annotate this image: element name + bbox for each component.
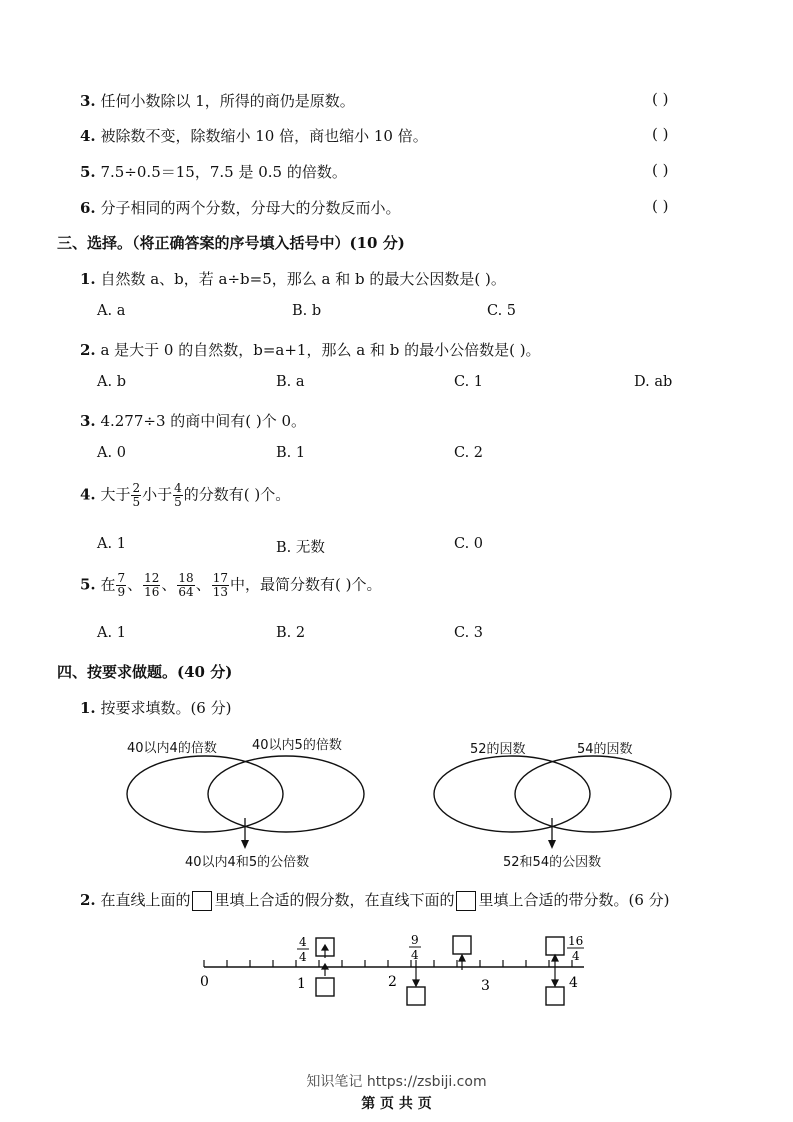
arrow-head — [459, 955, 465, 961]
denominator: 4 — [299, 950, 307, 964]
arrow-head — [552, 955, 558, 961]
venn-left-label-bottom: 40以内4和5的公倍数 — [185, 855, 310, 870]
answer-paren[interactable]: ( ) — [652, 90, 669, 108]
option-c[interactable]: C. 2 — [454, 445, 484, 461]
denominator: 5 — [132, 495, 141, 509]
section4-title: 四、按要求做题。(40 分) — [57, 663, 233, 681]
tick-label-3: 3 — [481, 978, 490, 994]
item-number: 3. — [80, 92, 96, 110]
text-part: 里填上合适的带分数。(6 分) — [478, 891, 670, 909]
text-part: 小于 — [142, 485, 173, 504]
numerator: 2 — [132, 481, 141, 495]
option-b[interactable]: B. b — [292, 303, 322, 319]
option-c[interactable]: C. 3 — [454, 625, 484, 641]
text-part: 里填上合适的假分数，在直线下面的 — [214, 891, 455, 909]
answer-box-icon[interactable] — [407, 987, 425, 1005]
answer-box-icon[interactable] — [546, 987, 564, 1005]
option-b[interactable]: B. 无数 — [276, 540, 325, 556]
text-part: 的分数有( )个。 — [183, 485, 291, 504]
venn-right-label-bottom: 52和54的公因数 — [503, 855, 602, 870]
option-c[interactable]: C. 0 — [454, 536, 484, 552]
item-number: 1. — [80, 699, 96, 717]
numerator: 7 — [117, 571, 126, 585]
arrow-head — [413, 980, 419, 986]
tick-label-2: 2 — [388, 974, 397, 990]
answer-box-icon[interactable] — [316, 978, 334, 996]
tick-label-0: 0 — [200, 974, 209, 990]
option-a[interactable]: A. 0 — [97, 445, 126, 461]
item-number: 2. — [80, 341, 96, 359]
option-a[interactable]: A. b — [97, 374, 126, 390]
item-number: 3. — [80, 412, 96, 430]
venn-right-label-left: 52的因数 — [470, 742, 526, 757]
numerator: 17 — [212, 571, 228, 585]
fraction-9-4 — [409, 933, 421, 962]
option-c[interactable]: C. 1 — [454, 374, 484, 390]
numerator: 9 — [411, 933, 419, 947]
option-a[interactable]: A. a — [97, 303, 126, 319]
answer-box-icon[interactable] — [453, 936, 471, 954]
item-text: 7.5÷0.5＝15，7.5 是 0.5 的倍数。 — [100, 163, 347, 181]
text-part: 大于 — [100, 485, 131, 504]
denominator: 13 — [212, 585, 228, 599]
text-part: 在 — [100, 575, 116, 594]
item-text: a 是大于 0 的自然数，b=a+1，那么 a 和 b 的最小公倍数是( )。 — [100, 341, 541, 359]
denominator: 9 — [117, 585, 126, 599]
numerator: 12 — [144, 571, 160, 585]
answer-paren[interactable]: ( ) — [652, 161, 669, 179]
ticks — [204, 960, 572, 967]
arrows — [322, 945, 558, 986]
separator: 、 — [195, 575, 211, 594]
venn-left-label-right: 40以内5的倍数 — [252, 738, 342, 753]
item-number: 1. — [80, 270, 96, 288]
option-a[interactable]: A. 1 — [97, 536, 126, 552]
venn-left-label-left: 40以内4的倍数 — [127, 741, 217, 756]
answer-paren[interactable]: ( ) — [652, 125, 669, 143]
item-number: 5. — [80, 575, 96, 594]
denominator: 16 — [144, 585, 160, 599]
arrow-head — [322, 964, 328, 969]
item-text: 任何小数除以 1，所得的商仍是原数。 — [100, 92, 355, 110]
item-number: 5. — [80, 163, 96, 181]
numerator: 16 — [568, 934, 584, 948]
item-text: 自然数 a、b，若 a÷b=5，那么 a 和 b 的最大公因数是( )。 — [100, 270, 506, 288]
text-part: 中，最简分数有( )个。 — [230, 575, 382, 594]
answer-boxes — [316, 936, 564, 1005]
page-number: 第 页 共 页 — [361, 1096, 432, 1112]
option-d[interactable]: D. ab — [634, 374, 673, 390]
item-number: 4. — [80, 127, 96, 145]
item-text: 4.277÷3 的商中间有( )个 0。 — [100, 412, 307, 430]
arrow-head — [322, 945, 328, 950]
numerator: 4 — [299, 935, 307, 949]
item-text: 按要求填数。(6 分) — [100, 699, 232, 717]
numerator: 18 — [178, 571, 194, 585]
denominator: 5 — [174, 495, 182, 509]
fraction-4-4 — [297, 935, 309, 964]
separator: 、 — [161, 575, 177, 594]
answer-paren[interactable]: ( ) — [652, 197, 669, 215]
numerator: 4 — [174, 481, 182, 495]
item-number: 4. — [80, 485, 96, 504]
option-a[interactable]: A. 1 — [97, 625, 126, 641]
denominator: 4 — [572, 949, 580, 963]
tick-label-1: 1 — [297, 976, 306, 992]
item-number: 6. — [80, 199, 96, 217]
item-text: 分子相同的两个分数，分母大的分数反而小。 — [100, 199, 401, 217]
venn-right-label-right: 54的因数 — [577, 742, 633, 757]
footer-site: 知识笔记 https://zsbiji.com — [306, 1074, 487, 1090]
arrow-head — [552, 980, 558, 986]
section3-title: 三、选择。（将正确答案的序号填入括号中）(10 分) — [57, 234, 405, 252]
fraction-16-4 — [567, 934, 584, 963]
denominator: 4 — [411, 948, 419, 962]
item-text: 被除数不变，除数缩小 10 倍，商也缩小 10 倍。 — [100, 127, 428, 145]
answer-box-icon[interactable] — [546, 937, 564, 955]
option-b[interactable]: B. 2 — [276, 625, 306, 641]
item-number: 2. — [80, 891, 96, 909]
tick-label-4: 4 — [569, 975, 578, 991]
option-b[interactable]: B. a — [276, 374, 305, 390]
option-c[interactable]: C. 5 — [487, 303, 517, 319]
option-b[interactable]: B. 1 — [276, 445, 306, 461]
separator: 、 — [127, 575, 143, 594]
denominator: 64 — [178, 585, 194, 599]
text-part: 在直线上面的 — [100, 891, 191, 909]
